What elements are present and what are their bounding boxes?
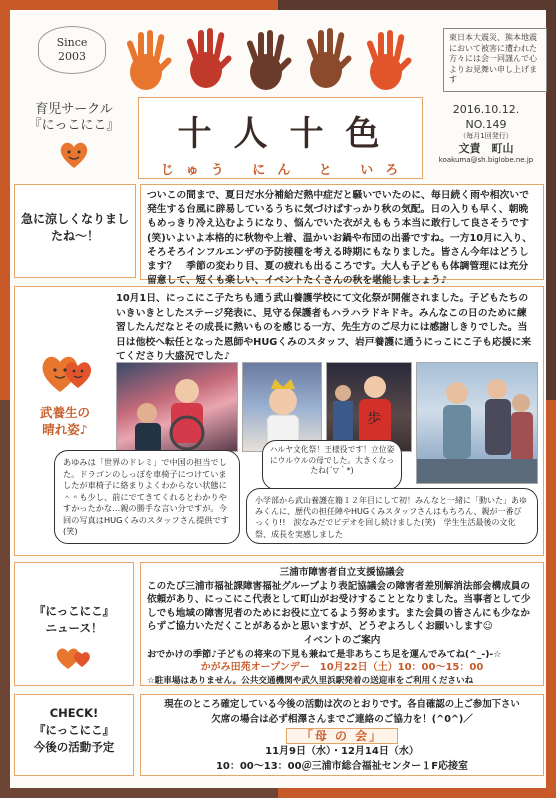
issue-date: 2016.10.12. (452, 103, 520, 116)
handprints-illustration (118, 22, 443, 98)
section2-heart-icon (38, 340, 98, 402)
section1-label: 急に涼しくなりましたね～！ (14, 184, 136, 278)
since-year: 2003 (58, 50, 86, 63)
section3-event-line2: かがみ田苑オープンデー 10月22日（土）10：00～15：00 (200, 662, 484, 674)
handprint-icon (246, 30, 293, 90)
section4-body (140, 694, 544, 776)
since-label: Since (56, 36, 88, 49)
circle-type: 育児サークル (35, 102, 113, 117)
section3-body (140, 562, 544, 686)
section3-event-line3: ☆駐車場はありません。公共交通機関や武久里浜駅発着の送迎車をご利用くださいね (147, 675, 474, 686)
section3-heart-icon (54, 641, 94, 676)
photo-caption-ayumi-moved: 小学部から武山養護在籍１２年目にして初！みんなと一緒に「動いた」あゆみくんに、歴代の担任陣やHUGくみスタッフさんはもちろん、親が一番びっくり!! 涙なみだでビデオを回し続けました(笑) 学生生活最後の文化祭、成長を実感しました (246, 488, 538, 544)
circle-name (14, 96, 134, 174)
newsletter-title: 十人十色 (177, 114, 402, 154)
section4-label: CHECK! 『にっこにこ』 今後の活動予定 (14, 694, 134, 776)
photo-group-performance (416, 362, 538, 484)
issue-info (430, 96, 542, 178)
photo-caption-haruya-king: ハルヤ文化祭！王様役です！立位姿にウルウルの母でした。大きくなったね(´▽｀*) (262, 440, 402, 490)
section4-line2: 欠席の場合は必ず相澤さんまでご連絡のご協力を！(^0^)／ (211, 713, 473, 725)
handprint-icon (306, 28, 353, 88)
circle-title: 『にっこにこ』 (28, 118, 120, 133)
condolence-notice: 東日本大震災、熊本地震において被害に遭われた方々には会一同謹んで心よりお見舞い申し上げます (443, 28, 547, 92)
section3-event-heading: イベントのご案内 (303, 634, 381, 646)
section3-text: このたび三浦市福祉課障害福祉グループより表記協議会の障害者差別解消法部会構成員の依頼があり、にっこにこ代表として町山がお受けすることとなりました。当事者として少しでも地域の障害児者のためにお役に立てるよう努めます。また会員の皆さんにも少なからずご協力いただくことがあるかと思いますが、どうぞよろしくお願いします☺ (147, 580, 531, 633)
section3-event-line1: おでかけの季節♪子どもの将来の下見も兼ねて是非あちこち足を運んでみてね(^_-)-☆ (147, 648, 502, 660)
section2-intro: 10月1日、にっこにこ子たちも通う武山養護学校にて文化祭が開催されました。子どもたちのいきいきとしたステージ発表に、見守る保護者もハラハラドキドキ。みんなこの日のために練習したんだなとその成長に熱いものを感じる一方、先生方のご尽力には感謝しきりでした。当日は他校へ転任となった恩師やHUGくみのスタッフ、岩戸養護に通うにっこにこ子も応援に来てくださり大盛況でした♪ (112, 290, 540, 356)
since-badge (38, 26, 106, 74)
heart-logo-icon (57, 137, 91, 176)
photo-stage-wheelchair (116, 362, 238, 452)
newsletter-title-reading: じゅう にん と いろ (160, 163, 411, 178)
handprint-icon (126, 30, 173, 90)
handprint-icon (186, 28, 233, 88)
photo-stage-dance (326, 362, 412, 452)
section4-dates: 11月9日（水）・12月14日（水） (265, 746, 419, 758)
issue-email[interactable]: koakuma@sh.biglobe.ne.jp (438, 156, 534, 164)
section4-line1: 現在のところ確定している今後の活動は次のとおりです。各自確認の上ご参加下さい (164, 699, 520, 710)
section2-label: 武養生の 晴れ姿♪ (39, 405, 90, 437)
section3-label: 『にっこにこ』 ニュース！ (14, 562, 134, 686)
section1-body: ついこの間まで、夏日だ水分補給だ熱中症だと騒いでいたのに、毎日続く雨や相次いで発生する台風に辟易しているうちに気づけばすっかり秋の気配。日の入りも早く、朝晩もめっきり冷え込むようになり、悩んでいた衣がえももう本当に敢行して良さそうです(笑)いよいよ本格的に秋物や上着、温かいお鍋や布団の出番ですね。一方10月に入り、そろそろインフルエンザの予防接種を考える時期にもなりました。皆さん今年はどうします？ 季節の変わり目、夏の疲れも出るころです。大人も子どもも体調管理には充分留意して、短くも楽しい、イベントたくさんの秋を堪能しましょう♪ (140, 184, 544, 280)
handprint-icon (366, 30, 413, 90)
issue-frequency: （毎月1回発行） (459, 132, 513, 140)
section4-event-name: 「母 の 会」 (286, 728, 398, 745)
photo-king-role (242, 362, 322, 452)
section4-time-place: 10：00～13：00＠三浦市総合福祉センター１F応接室 (215, 761, 469, 773)
photo-caption-ayumi-stage: あゆみは「世界のドレミ」で中国の担当でした。ドラゴンのしっぽを車椅子につけていましたが車椅子に絡まりよくわからない状態に＾＾も少し、前にでてきてくれるとわかりやすかったかな…親の勝手な言い分ですが。今回の写真はHUGくみのスタッフさん提供です(笑) (54, 450, 240, 544)
issue-number: NO.149 (465, 118, 507, 131)
svg-text:歩: 歩 (367, 411, 381, 427)
section3-heading: 三浦市障害者自立支援協議会 (279, 567, 405, 578)
newsletter-title-box (138, 97, 423, 179)
issue-editor: 文責 町山 (458, 142, 514, 155)
